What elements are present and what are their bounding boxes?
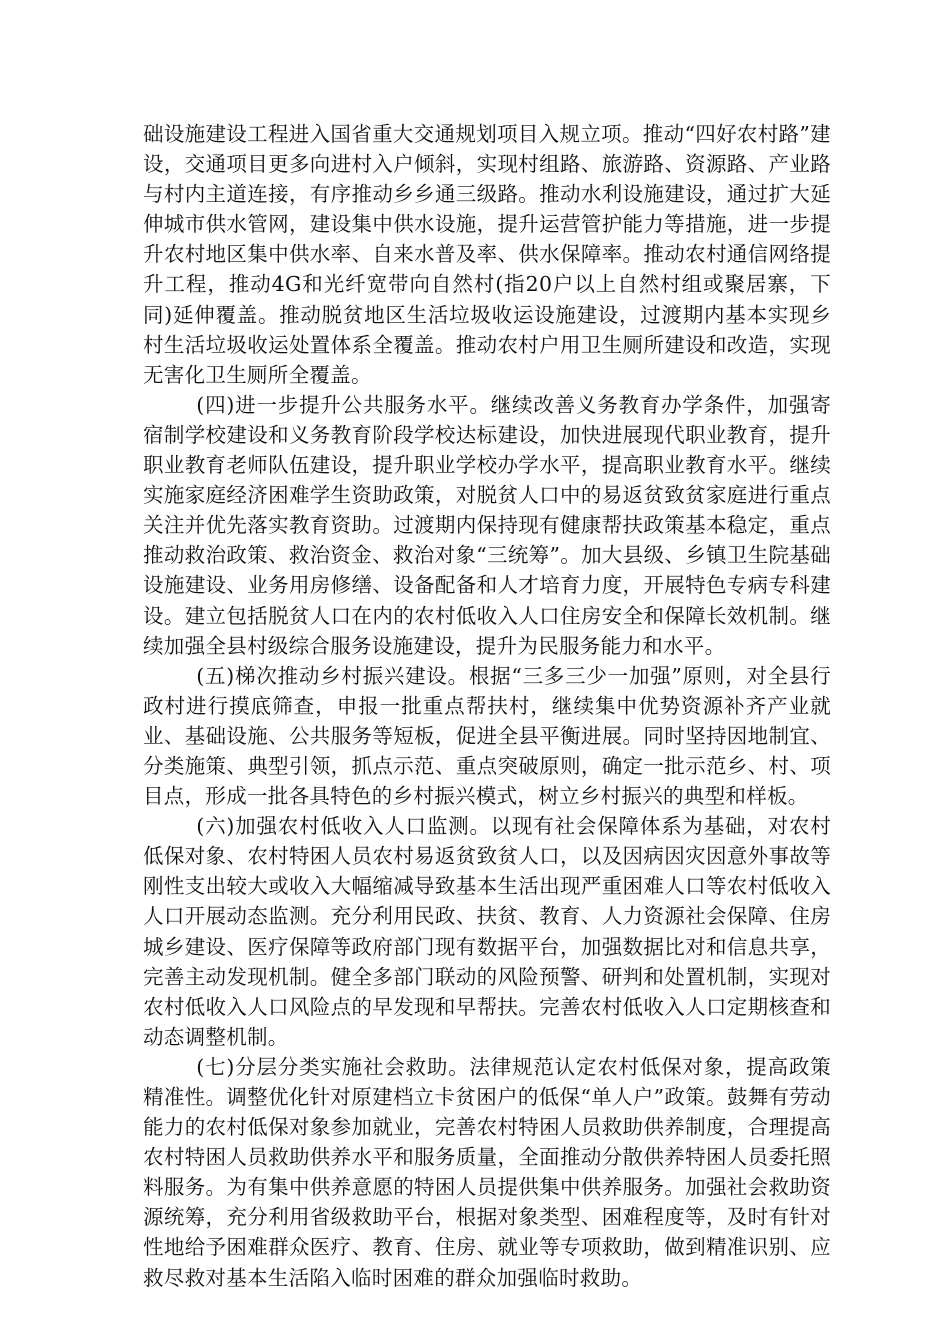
paragraph-infrastructure: 础设施建设工程进入国省重大交通规划项目入规立项。推动“四好农村路”建设，交通项目更多向进村入户倾斜，实现村组路、旅游路、资源路、产业路与村内主道连接，有序推动乡乡通三级路。推动水利设施建设，通过扩大延伸城市供水管网，建设集中供水设施，提升运营管护能力等措施，进一步提升农村地区集中供水率、自来水普及率、供水保障率。推动农村通信网络提升工程，推动4G和光纤宽带向自然村(指20户以上自然村组或聚居寨，下同)延伸覆盖。推动脱贫地区生活垃圾收运设施建设，过渡期内基本实现乡村生活垃圾收运处置体系全覆盖。推动农村户用卫生厕所建设和改造，实现无害化卫生厕所全覆盖。 — [143, 122, 831, 387]
paragraph-social-assistance: (七)分层分类实施社会救助。法律规范认定农村低保对象，提高政策精准性。调整优化针对原建档立卡贫困户的低保“单人户”政策。鼓舞有劳动能力的农村低保对象参加就业，完善农村特困人员救助供养制度，合理提高农村特困人员救助供养水平和服务质量，全面推动分散供养特困人员委托照料服务。为有集中供养意愿的特困人员提供集中供养服务。加强社会救助资源统筹，充分利用省级救助平台，根据对象类型、困难程度等，及时有针对性地给予困难群众医疗、教育、住房、就业等专项救助，做到精准识别、应救尽救对基本生活陷入临时困难的群众加强临时救助。 — [143, 1054, 831, 1290]
document-page — [143, 119, 831, 1293]
paragraph-rural-revitalization: (五)梯次推动乡村振兴建设。根据“三多三少一加强”原则，对全县行政村进行摸底筛查，申报一批重点帮扶村，继续集中优势资源补齐产业就业、基础设施、公共服务等短板，促进全县平衡进展。同时坚持因地制宜、分类施策、典型引领，抓点示范、重点突破原则，确定一批示范乡、村、项目点，形成一批各具特色的乡村振兴模式，树立乡村振兴的典型和样板。 — [143, 663, 831, 809]
paragraph-public-services: (四)进一步提升公共服务水平。继续改善义务教育办学条件，加强寄宿制学校建设和义务教育阶段学校达标建设，加快进展现代职业教育，提升职业教育老师队伍建设，提升职业学校办学水平，提高职业教育水平。继续实施家庭经济困难学生资助政策，对脱贫人口中的易返贫致贫家庭进行重点关注并优先落实教育资助。过渡期内保持现有健康帮扶政策基本稳定，重点推动救治政策、救治资金、救治对象“三统筹”。加大县级、乡镇卫生院基础设施建设、业务用房修缮、设备配备和人才培育力度，开展特色专病专科建设。建立包括脱贫人口在内的农村低收入人口住房安全和保障长效机制。继续加强全县村级综合服务设施建设，提升为民服务能力和水平。 — [143, 392, 831, 658]
paragraph-low-income-monitoring: (六)加强农村低收入人口监测。以现有社会保障体系为基础，对农村低保对象、农村特困人员农村易返贫致贫人口，以及因病因灾因意外事故等刚性支出较大或收入大幅缩减导致基本生活出现严重困难人口等农村低收入人口开展动态监测。充分利用民政、扶贫、教育、人力资源社会保障、住房城乡建设、医疗保障等政府部门现有数据平台，加强数据比对和信息共享，完善主动发现机制。健全多部门联动的风险预警、研判和处置机制，实现对农村低收入人口风险点的早发现和早帮扶。完善农村低收入人口定期核查和动态调整机制。 — [143, 814, 831, 1049]
